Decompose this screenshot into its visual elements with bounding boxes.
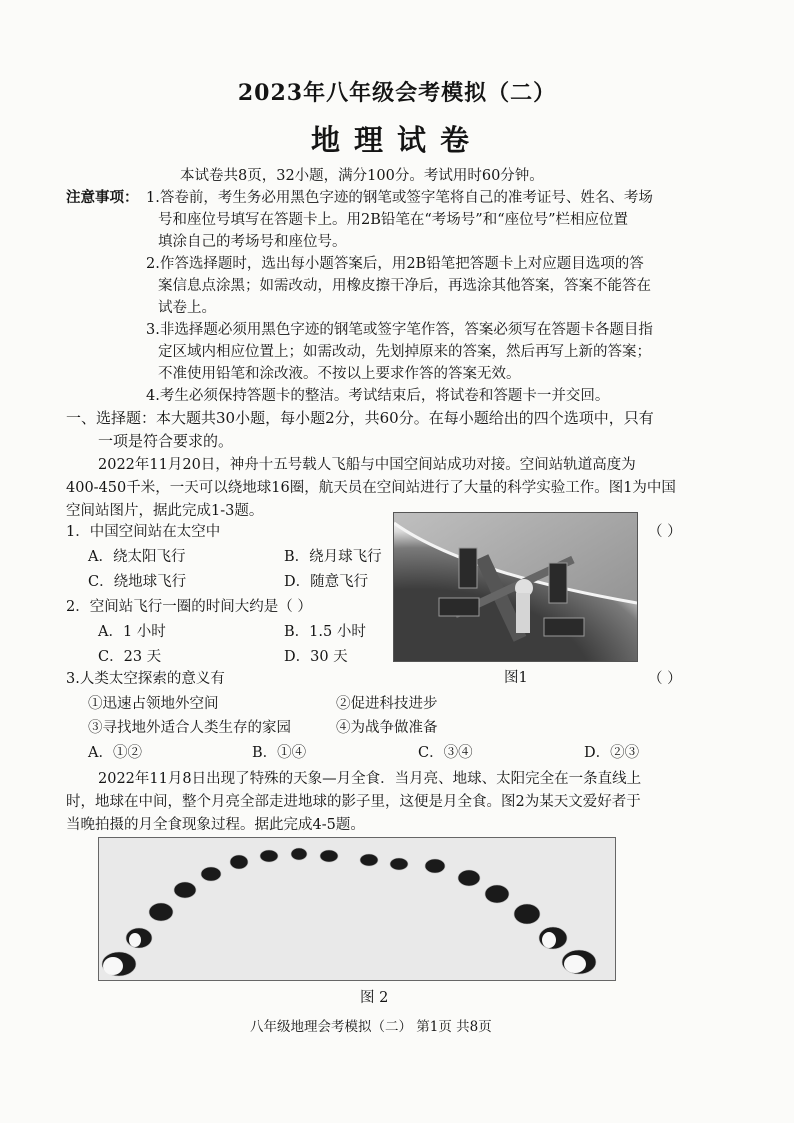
lunar-eclipse-illustration	[99, 838, 615, 980]
notes-line: 4.考生必须保持答题卡的整洁。考试结束后，将试卷和答题卡一并交回。	[146, 388, 610, 404]
statement-1: ①迅速占领地外空间	[88, 696, 219, 712]
space-station-photo	[393, 512, 638, 662]
section-heading-cont: 一项是符合要求的。	[98, 432, 234, 450]
option-b[interactable]: B．绕月球飞行	[284, 549, 382, 565]
notes-label: 注意事项：	[66, 189, 139, 206]
notes-line: 定区域内相应位置上；如需改动，先划掉原来的答案，然后再写上新的答案；	[158, 344, 651, 360]
notes-line: 不准使用铅笔和涂改液。不按以上要求作答的答案无效。	[158, 366, 521, 382]
statement-4: ④为战争做准备	[336, 720, 438, 736]
question-1-stem: 1．中国空间站在太空中	[66, 524, 221, 540]
notes-line: 案信息点涂黑；如需改动，用橡皮擦干净后，再选涂其他答案，答案不能答在	[158, 278, 651, 294]
option-a[interactable]: A．绕太阳飞行	[88, 549, 186, 565]
statement-3: ③寻找地外适合人类生存的家园	[88, 720, 291, 736]
section-heading: 一、选择题：本大题共30小题，每小题2分，共60分。在每小题给出的四个选项中，只有	[66, 409, 654, 427]
exam-info: 本试卷共8页，32小题，满分100分。考试用时60分钟。	[180, 168, 544, 184]
option-b[interactable]: B．1.5 小时	[284, 624, 366, 640]
subject-title: 地理试卷	[310, 123, 483, 157]
exam-title: 2023年八年级会考模拟（二）	[237, 80, 557, 106]
question-2-stem: 2．空间站飞行一圈的时间大约是（ ）	[66, 599, 312, 615]
notes-line: 3.非选择题必须用黑色字迹的钢笔或签字笔作答，答案必须写在答题卡各题目指	[146, 322, 653, 338]
passage-line: 2022年11月8日出现了特殊的天象—月全食．当月亮、地球、太阳完全在一条直线上	[98, 771, 642, 787]
lunar-eclipse-photo	[98, 837, 616, 981]
option-c[interactable]: C．23 天	[98, 649, 162, 665]
option-a[interactable]: A．①②	[88, 745, 142, 761]
option-d[interactable]: D．30 天	[284, 649, 348, 665]
answer-paren[interactable]: （ ）	[648, 524, 682, 540]
option-b[interactable]: B．①④	[252, 745, 307, 761]
question-3-stem: 3.人类太空探索的意义有	[66, 671, 225, 687]
notes-line: 试卷上。	[158, 300, 216, 316]
passage-line: 空间站图片，据此完成1-3题。	[66, 503, 264, 519]
option-c[interactable]: C．绕地球飞行	[88, 574, 187, 590]
passage-line: 2022年11月20日，神舟十五号载人飞船与中国空间站成功对接。空间站轨道高度为	[98, 457, 636, 473]
figure-1-label: 图1	[504, 670, 528, 686]
notes-line: 2.作答选择题时，选出每小题答案后，用2B铅笔把答题卡上对应题目选项的答	[146, 256, 644, 272]
figure-2-label: 图 2	[360, 990, 389, 1006]
notes-line: 1.答卷前，考生务必用黑色字迹的钢笔或签字笔将自己的准考证号、姓名、考场	[146, 190, 653, 206]
notes-line: 号和座位号填写在答题卡上。用2B铅笔在“考场号”和“座位号”栏相应位置	[158, 212, 629, 228]
option-d[interactable]: D．②③	[584, 745, 640, 761]
option-d[interactable]: D．随意飞行	[284, 574, 369, 590]
passage-line: 当晚拍摄的月全食现象过程。据此完成4-5题。	[66, 817, 365, 833]
page-footer: 八年级地理会考模拟（二） 第1页 共8页	[250, 1019, 492, 1035]
option-a[interactable]: A．1 小时	[98, 624, 166, 640]
passage-line: 400-450千米，一天可以绕地球16圈，航天员在空间站进行了大量的科学实验工作。图1为中国	[66, 480, 676, 496]
option-c[interactable]: C．③④	[418, 745, 473, 761]
passage-line: 时，地球在中间，整个月亮全部走进地球的影子里，这便是月全食。图2为某天文爱好者于	[66, 794, 641, 810]
statement-2: ②促进科技进步	[336, 696, 438, 712]
notes-line: 填涂自己的考场号和座位号。	[158, 234, 347, 250]
space-station-illustration	[394, 513, 637, 661]
answer-paren[interactable]: （ ）	[648, 671, 682, 687]
